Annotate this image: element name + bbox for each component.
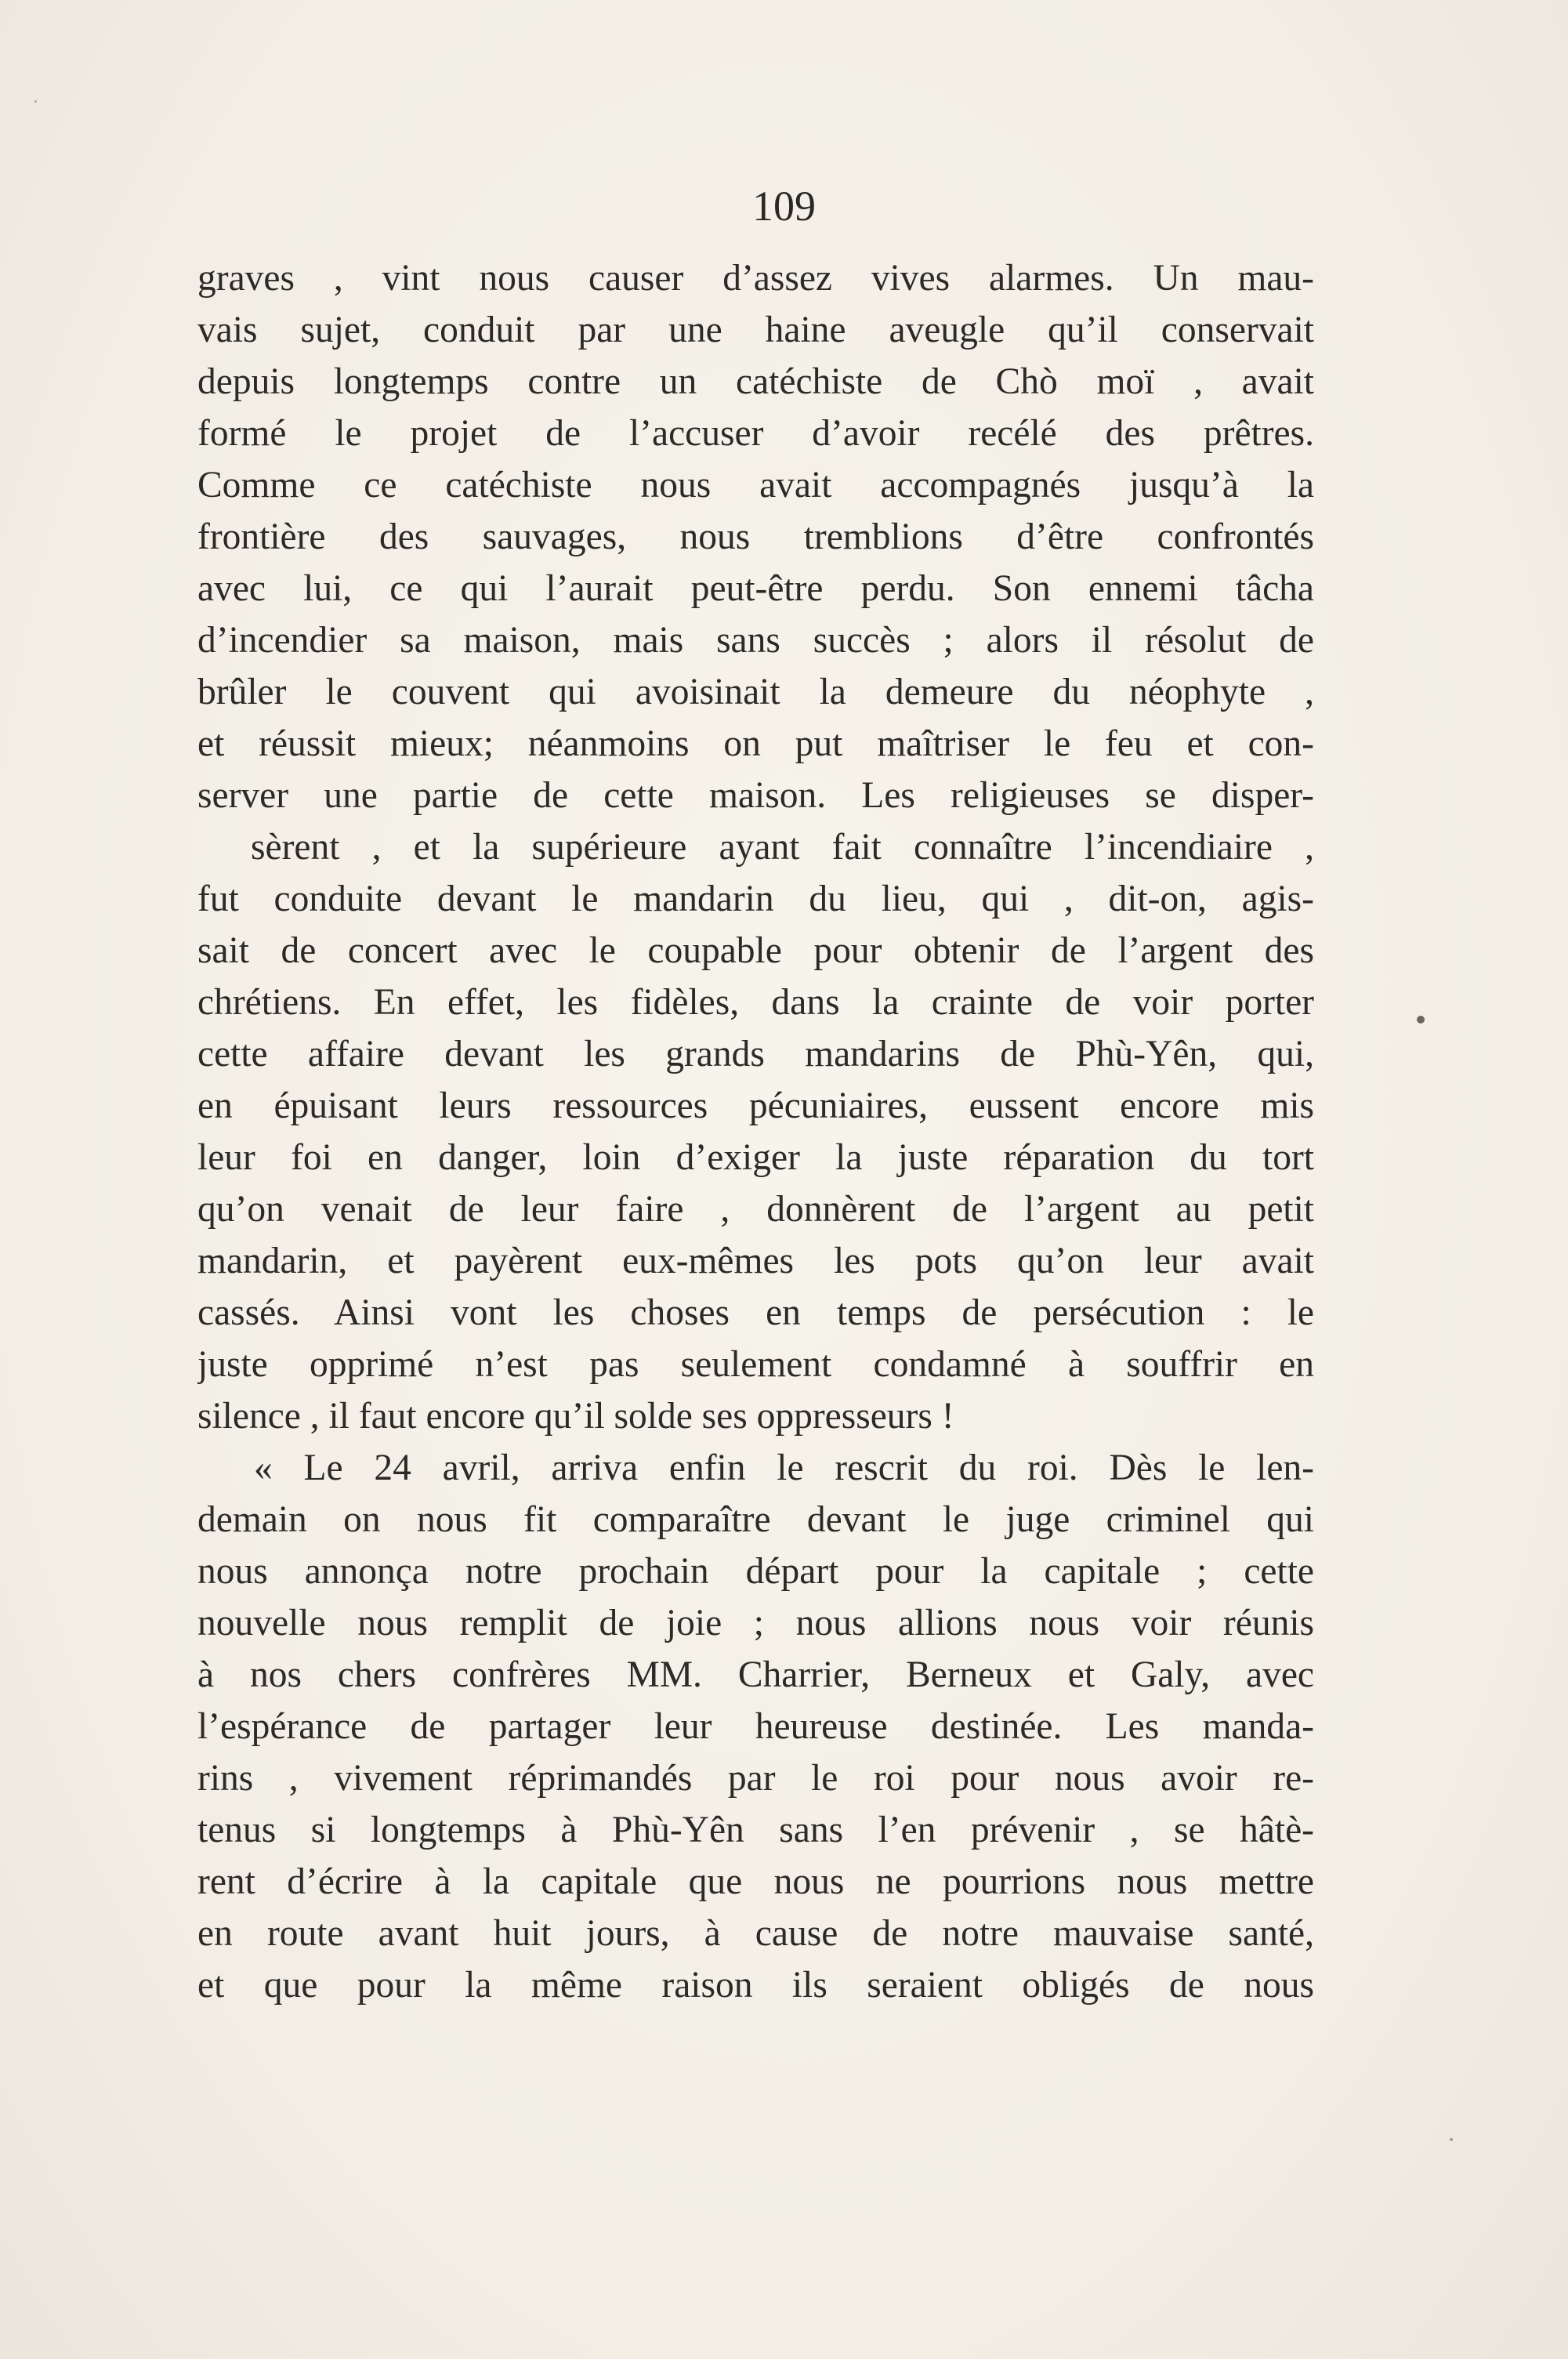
paper-speck xyxy=(1417,1016,1425,1024)
text-line-22: juste opprimé n’est pas seulement condamné à souffrir en xyxy=(197,1344,1314,1385)
text-line-27: nouvelle nous remplit de joie ; nous allions nous voir réunis xyxy=(197,1603,1314,1643)
text-line-6: frontière des sauvages, nous tremblions d’être confrontés xyxy=(197,516,1314,557)
text-line-8: d’incendier sa maison, mais sans succès ; alors il résolut de xyxy=(197,620,1314,661)
text-line-17: en épuisant leurs ressources pécuniaires, eussent encore mis xyxy=(197,1085,1314,1126)
text-line-21: cassés. Ainsi vont les choses en temps de persécution : le xyxy=(197,1292,1314,1333)
text-line-2: vais sujet, conduit par une haine aveugle qu’il conservait xyxy=(197,310,1314,350)
text-line-1: graves , vint nous causer d’assez vives alarmes. Un mau- xyxy=(197,258,1314,299)
text-line-34: et que pour la même raison ils seraient obligés de nous xyxy=(197,1965,1314,2006)
paper-speck xyxy=(1450,2138,1453,2141)
text-line-16: cette affaire devant les grands mandarins de Phù-Yên, qui, xyxy=(197,1034,1314,1074)
text-line-24: « Le 24 avril, arriva enfin le rescrit du roi. Dès le len- xyxy=(254,1448,1314,1488)
text-line-14: sait de concert avec le coupable pour obtenir de l’argent des xyxy=(197,930,1314,971)
text-line-12: sèrent , et la supérieure ayant fait connaître l’incendiaire , xyxy=(251,827,1314,868)
text-line-4: formé le projet de l’accuser d’avoir recélé des prêtres. xyxy=(197,413,1314,454)
text-line-11: server une partie de cette maison. Les religieuses se disper- xyxy=(197,775,1314,816)
text-line-15: chrétiens. En effet, les fidèles, dans la crainte de voir porter xyxy=(197,982,1314,1023)
text-line-30: rins , vivement réprimandés par le roi pour nous avoir re- xyxy=(197,1758,1314,1799)
text-line-26: nous annonça notre prochain départ pour la capitale ; cette xyxy=(197,1551,1314,1592)
body-text xyxy=(197,252,1314,2011)
text-line-3: depuis longtemps contre un catéchiste de Chò moï , avait xyxy=(197,361,1314,402)
paper-speck xyxy=(34,100,37,103)
text-line-5: Comme ce catéchiste nous avait accompagnés jusqu’à la xyxy=(197,465,1314,506)
text-line-29: l’espérance de partager leur heureuse destinée. Les manda- xyxy=(197,1706,1314,1747)
text-line-10: et réussit mieux; néanmoins on put maîtriser le feu et con- xyxy=(197,723,1314,764)
text-line-31: tenus si longtemps à Phù-Yên sans l’en prévenir , se hâtè- xyxy=(197,1810,1314,1850)
text-line-23: silence , il faut encore qu’il solde ses oppresseurs ! xyxy=(197,1396,954,1437)
text-line-20: mandarin, et payèrent eux-mêmes les pots qu’on leur avait xyxy=(197,1241,1314,1281)
text-line-19: qu’on venait de leur faire , donnèrent de l’argent au petit xyxy=(197,1189,1314,1230)
text-line-18: leur foi en danger, loin d’exiger la juste réparation du tort xyxy=(197,1137,1314,1178)
page-number: 109 xyxy=(752,183,816,230)
text-line-32: rent d’écrire à la capitale que nous ne pourrions nous mettre xyxy=(197,1861,1314,1902)
text-line-7: avec lui, ce qui l’aurait peut-être perdu. Son ennemi tâcha xyxy=(197,568,1314,609)
text-line-9: brûler le couvent qui avoisinait la demeure du néophyte , xyxy=(197,672,1314,712)
text-line-25: demain on nous fit comparaître devant le juge criminel qui xyxy=(197,1499,1314,1540)
text-line-28: à nos chers confrères MM. Charrier, Berneux et Galy, avec xyxy=(197,1654,1314,1695)
text-line-33: en route avant huit jours, à cause de notre mauvaise santé, xyxy=(197,1913,1314,1954)
text-line-13: fut conduite devant le mandarin du lieu, qui , dit-on, agis- xyxy=(197,879,1314,919)
